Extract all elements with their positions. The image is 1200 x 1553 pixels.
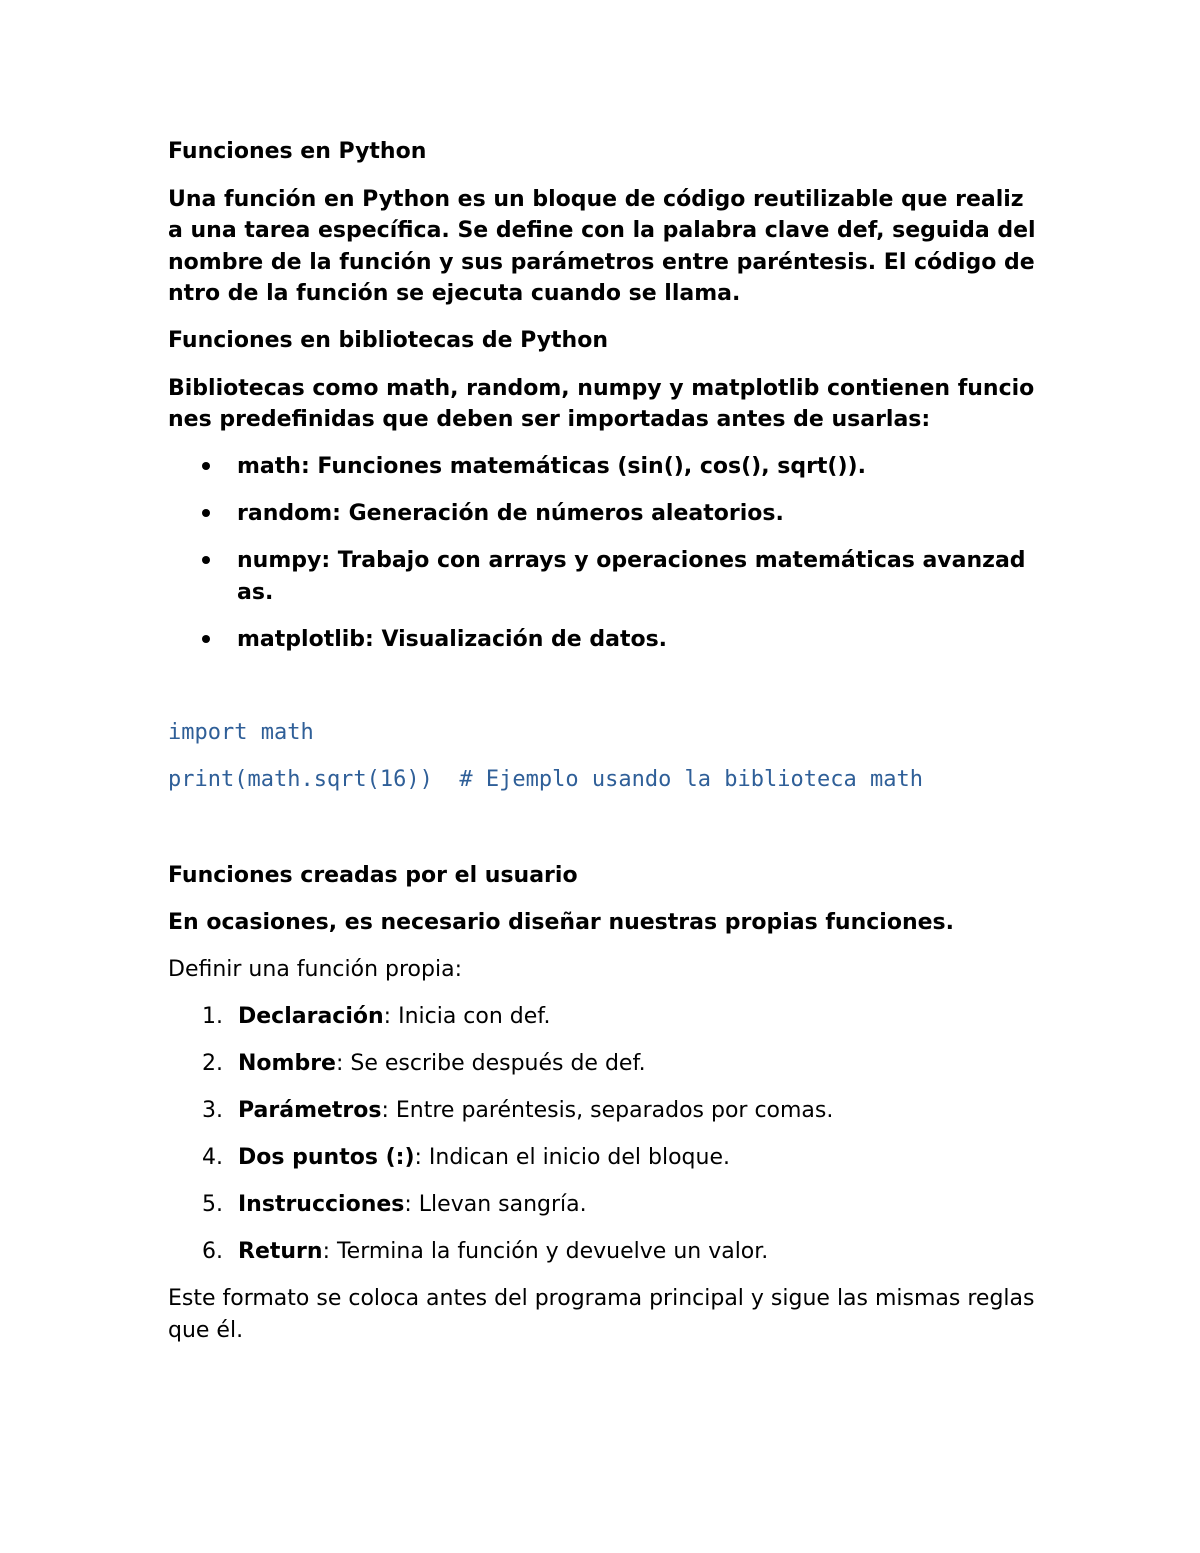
bullet-icon — [202, 556, 210, 564]
step-term: Dos puntos (:) — [238, 1145, 415, 1170]
spacer — [168, 812, 1038, 860]
step-number: 5. — [202, 1192, 223, 1217]
list-item — [168, 1189, 1038, 1221]
code-line-print: print(math.sqrt(16)) # Ejemplo usando la biblioteca math — [168, 767, 923, 792]
heading-funciones-usuario: Funciones creadas por el usuario — [168, 862, 578, 888]
step-description: : Indican el inicio del bloque. — [414, 1145, 730, 1170]
list-item — [168, 624, 1038, 656]
list-item — [168, 1048, 1038, 1080]
list-item — [168, 1236, 1038, 1268]
step-description: : Inicia con def. — [383, 1004, 551, 1029]
step-description: : Se escribe después de def. — [335, 1051, 646, 1076]
paragraph-definir-funcion: Definir una función propia: — [168, 957, 462, 982]
step-description: : Termina la función y devuelve un valor. — [322, 1239, 769, 1264]
step-number: 2. — [202, 1051, 223, 1076]
step-term: Nombre — [238, 1051, 336, 1076]
step-description: : Entre paréntesis, separados por comas. — [381, 1098, 834, 1123]
list-item — [168, 1001, 1038, 1033]
heading-funciones-en-python: Funciones en Python — [168, 139, 427, 164]
bullet-icon — [202, 462, 210, 470]
list-item — [168, 498, 1038, 530]
step-number: 4. — [202, 1145, 223, 1170]
paragraph-definicion-funcion: Una función en Python es un bloque de código reutilizable que realiza una tarea específica. Se define con la palabra clave def, seguida del nombre de la función y sus parámetros entre paréntesis. El código dentro de la función se ejecuta cuando se llama. — [168, 186, 1036, 306]
steps-numbered-list — [168, 1001, 1038, 1268]
step-description: : Llevan sangría. — [404, 1192, 587, 1217]
bullet-icon — [202, 509, 210, 517]
step-number: 1. — [202, 1004, 223, 1029]
step-term: Instrucciones — [238, 1192, 405, 1217]
step-number: 3. — [202, 1098, 223, 1123]
list-item — [168, 1095, 1038, 1127]
bullet-text-matplotlib: matplotlib: Visualización de datos. — [237, 626, 668, 652]
bullet-text-random: random: Generación de números aleatorios. — [237, 501, 784, 526]
paragraph-ocasiones: En ocasiones, es necesario diseñar nuestras propias funciones. — [168, 910, 954, 935]
list-item — [168, 451, 1038, 483]
library-bullet-list — [168, 451, 1038, 655]
heading-funciones-bibliotecas: Funciones en bibliotecas de Python — [168, 328, 608, 353]
step-term: Declaración — [238, 1004, 384, 1029]
spacer — [168, 671, 1038, 717]
document-body — [168, 136, 1038, 1362]
list-item — [168, 545, 1038, 608]
step-term: Return — [238, 1239, 323, 1264]
bullet-text-math: math: Funciones matemáticas (sin(), cos(), sqrt()). — [237, 454, 866, 479]
paragraph-bibliotecas: Bibliotecas como math, random, numpy y matplotlib contienen funciones predefinidas que deben ser importadas antes de usarlas: — [168, 375, 1035, 432]
bullet-text-numpy: numpy: Trabajo con arrays y operaciones matemáticas avanzadas. — [237, 548, 1026, 605]
step-number: 6. — [202, 1239, 223, 1264]
code-line-import: import math — [168, 719, 314, 745]
paragraph-formato: Este formato se coloca antes del programa principal y sigue las mismas reglas que él. — [168, 1286, 1035, 1343]
bullet-icon — [202, 635, 210, 643]
step-term: Parámetros — [238, 1098, 382, 1123]
list-item — [168, 1142, 1038, 1174]
